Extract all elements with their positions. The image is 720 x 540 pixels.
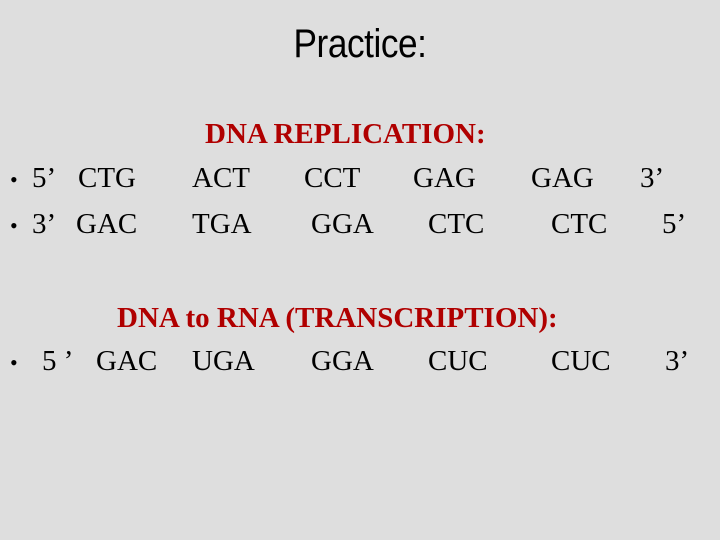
codon: GAC bbox=[96, 345, 158, 377]
codon: UGA bbox=[192, 345, 255, 377]
slide-title: Practice: bbox=[293, 22, 427, 66]
codon: CCT bbox=[304, 162, 361, 194]
rna-strand bbox=[0, 345, 720, 381]
rna-end-left: 5 ’ bbox=[42, 345, 74, 377]
codon: CTC bbox=[428, 208, 485, 240]
rna-end-right: 3’ bbox=[665, 345, 690, 377]
strand-top-end-right: 3’ bbox=[640, 162, 665, 194]
codon: TGA bbox=[192, 208, 252, 240]
strand-bottom-end-right: 5’ bbox=[662, 208, 687, 240]
strand-bottom-end-left: 3’ bbox=[32, 208, 57, 240]
codon: GAC bbox=[76, 208, 138, 240]
strand-top-end-left: 5’ bbox=[32, 162, 57, 194]
codon: GGA bbox=[311, 208, 374, 240]
codon: GAG bbox=[531, 162, 594, 194]
bullet-icon: • bbox=[10, 167, 18, 192]
bullet-icon: • bbox=[10, 350, 18, 375]
codon: CTC bbox=[551, 208, 608, 240]
dna-strand-bottom bbox=[0, 208, 720, 244]
codon: ACT bbox=[192, 162, 250, 194]
codon: CUC bbox=[428, 345, 488, 377]
codon: GAG bbox=[413, 162, 476, 194]
dna-strand-top bbox=[0, 162, 720, 198]
codon: CTG bbox=[78, 162, 136, 194]
replication-heading: DNA REPLICATION: bbox=[205, 118, 486, 150]
codon: GGA bbox=[311, 345, 374, 377]
transcription-heading: DNA to RNA (TRANSCRIPTION): bbox=[117, 302, 558, 334]
codon: CUC bbox=[551, 345, 611, 377]
bullet-icon: • bbox=[10, 213, 18, 238]
